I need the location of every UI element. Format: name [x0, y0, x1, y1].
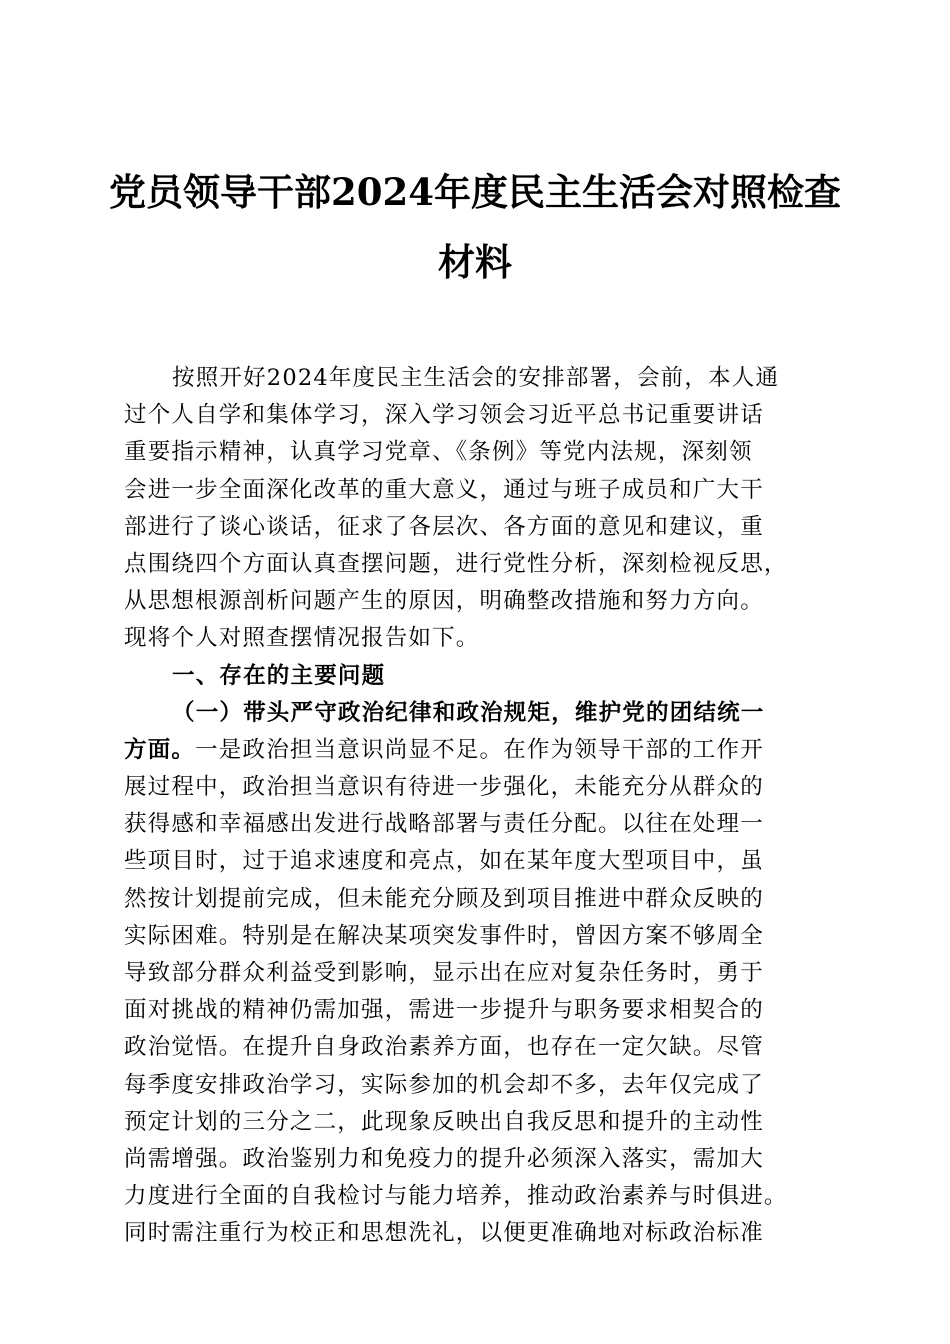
paragraph-intro-line: 部进行了谈心谈话，征求了各层次、各方面的意见和建议，重	[124, 513, 764, 540]
paragraph-intro-line: 按照开好2024年度民主生活会的安排部署，会前，本人通	[172, 365, 780, 391]
document-title-line-1: 党员领导干部2024年度民主生活会对照检查	[109, 170, 841, 214]
paragraph-line: 同时需注重行为校正和思想洗礼，以便更准确地对标政治标准	[124, 1220, 764, 1247]
paragraph-intro-line: 会进一步全面深化改革的重大意义，通过与班子成员和广大干	[124, 476, 764, 503]
paragraph-line: 尚需增强。政治鉴别力和免疫力的提升必须深入落实，需加大	[124, 1145, 764, 1172]
paragraph-line: 政治觉悟。在提升自身政治素养方面，也存在一定欠缺。尽管	[124, 1034, 764, 1061]
paragraph-line: 力度进行全面的自我检讨与能力培养，推动政治素养与时俱进。	[124, 1183, 788, 1210]
paragraph-line-mixed	[124, 732, 829, 769]
paragraph-line: 每季度安排政治学习，实际参加的机会却不多，去年仅完成了	[124, 1071, 764, 1098]
paragraph-intro-line: 现将个人对照查摆情况报告如下。	[124, 625, 480, 652]
document-body	[124, 360, 829, 1253]
paragraph-intro-line: 从思想根源剖析问题产生的原因，明确整改措施和努力方向。	[124, 588, 764, 615]
paragraph-line: 实际困难。特别是在解决某项突发事件时，曾因方案不够周全	[124, 922, 764, 949]
paragraph-intro-line: 过个人自学和集体学习，深入学习领会习近平总书记重要讲话	[124, 402, 764, 429]
paragraph-line: 获得感和幸福感出发进行战略部署与责任分配。以往在处理一	[124, 811, 764, 838]
document-title-line-2: 材料	[438, 240, 512, 284]
paragraph-line-text: 一是政治担当意识尚显不足。在作为领导干部的工作开	[195, 736, 764, 763]
paragraph-line: 面对挑战的精神仍需加强，需进一步提升与职务要求相契合的	[124, 997, 764, 1024]
subsection-heading-1: （一）带头严守政治纪律和政治规矩，维护党的团结统一	[172, 699, 765, 726]
paragraph-line: 导致部分群众利益受到影响，显示出在应对复杂任务时，勇于	[124, 960, 764, 986]
paragraph-intro-line: 重要指示精神，认真学习党章、《条例》等党内法规，深刻领	[124, 439, 753, 466]
paragraph-line: 些项目时，过于追求速度和亮点，如在某年度大型项目中，虽	[124, 848, 764, 875]
subsection-heading-1-end: 方面。	[124, 736, 196, 763]
section-heading-1: 一、存在的主要问题	[172, 662, 386, 689]
paragraph-line: 预定计划的三分之二，此现象反映出自我反思和提升的主动性	[124, 1108, 764, 1135]
paragraph-line: 展过程中，政治担当意识有待进一步强化，未能充分从群众的	[124, 774, 764, 801]
paragraph-intro-line: 点围绕四个方面认真查摆问题，进行党性分析，深刻检视反思，	[124, 550, 788, 577]
paragraph-line: 然按计划提前完成，但未能充分顾及到项目推进中群众反映的	[124, 885, 764, 912]
